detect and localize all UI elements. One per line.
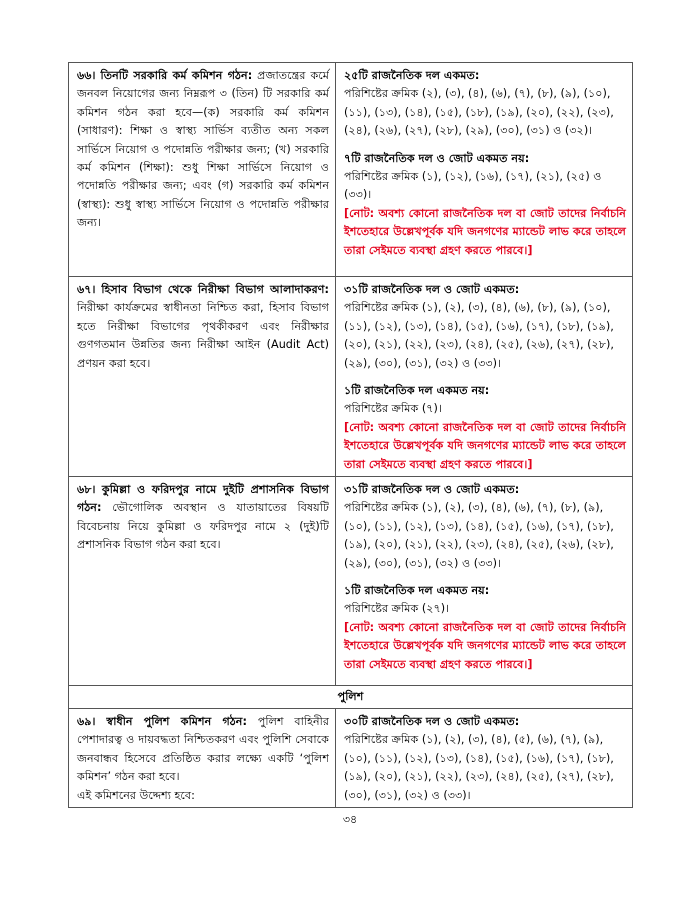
table-row	[69, 63, 632, 277]
proposal-heading: তিনটি সরকারি কর্ম কমিশন গঠন:	[100, 69, 253, 82]
proposal-body: ভৌগোলিক অবস্থান ও যাতায়াতের বিষয়টি বিবেচনায় নিয়ে কুমিল্লা ও ফরিদপুর নামে ২ (দুই)টি প্রশাসনিক বিভাগ গঠন করা হবে।	[77, 501, 329, 552]
opinion-cell	[336, 709, 632, 807]
proposal-cell	[69, 63, 336, 276]
proposal-heading: হিসাব বিভাগ থেকে নিরীক্ষা বিভাগ আলাদাকরণ:	[101, 283, 329, 296]
section-title: পুলিশ	[337, 690, 364, 703]
disagree-heading: ১টি রাজনৈতিক দল একমত নয়:	[344, 384, 490, 398]
section-header-row	[69, 686, 632, 709]
page-number: ৩৪	[342, 813, 358, 826]
agree-list: পরিশিষ্টের ক্রমিক (১), (২), (৩), (৪), (৫), (৬), (৭), (৯), (১০), (১১), (১২), (১৩), (১৪), (১৫), (১৬), (১৭), (১৮), (১৯), (২০), (২১), (২২), (২৩), (২৪), (২৫), (২৭), (২৮), (৩০), (৩১), (৩২) ও (৩৩)।	[344, 733, 614, 802]
agree-heading: ৩০টি রাজনৈতিক দল ও জোট একমত:	[344, 715, 520, 728]
note-text: [নোট: অবশ্য কোনো রাজনৈতিক দল বা জোট তাদের নির্বাচনি ইশতেহারে উল্লেখপূর্বক যদি জনগণের ম্যান্ডেট লাভ করে তাহলে তারা সেইমতে ব্যবস্থা গ্রহণ করতে পারবে।]	[344, 420, 626, 471]
agree-heading: ২৫টি রাজনৈতিক দল একমত:	[344, 69, 480, 82]
disagree-list: পরিশিষ্টের ক্রমিক (২৭)।	[344, 602, 450, 616]
proposal-number: ৬৬।	[77, 69, 96, 82]
proposal-extra: এই কমিশনের উদ্দেশ্য হবে:	[77, 788, 195, 802]
note-text: [নোট: অবশ্য কোনো রাজনৈতিক দল বা জোট তাদের নির্বাচনি ইশতেহারে উল্লেখপূর্বক যদি জনগণের ম্যান্ডেট লাভ করে তাহলে তারা সেইমতে ব্যবস্থা গ্রহণ করতে পারবে।]	[344, 620, 626, 671]
table-row	[69, 477, 632, 686]
proposal-cell	[69, 277, 336, 476]
proposal-text	[77, 281, 329, 373]
disagree-list: পরিশিষ্টের ক্রমিক (৭)।	[344, 402, 442, 416]
agree-heading: ৩১টি রাজনৈতিক দল ও জোট একমত:	[344, 283, 520, 296]
proposal-cell	[69, 477, 336, 685]
agree-list: পরিশিষ্টের ক্রমিক (১), (২), (৩), (৪), (৬), (৭), (৮), (৯), (১০), (১১), (১২), (১৩), (১৪), (১৫), (১৬), (১৭), (১৮), (১৯), (২০), (২১), (২২), (২৩), (২৪), (২৫), (২৬), (২৮), (২৯), (৩০), (৩১), (৩২) ও (৩৩)।	[344, 501, 614, 570]
proposal-text	[77, 481, 329, 555]
opinion-cell	[336, 277, 632, 476]
disagree-heading: ১টি রাজনৈতিক দল একমত নয়:	[344, 584, 490, 598]
proposal-number: ৬৮।	[77, 483, 96, 496]
proposal-heading: স্বাধীন পুলিশ কমিশন গঠন:	[106, 715, 247, 728]
proposal-number: ৬৭।	[77, 283, 96, 296]
note-text: [নোট: অবশ্য কোনো রাজনৈতিক দল বা জোট তাদের নির্বাচনি ইশতেহারে উল্লেখপূর্বক যদি জনগণের ম্যান্ডেট লাভ করে তাহলে তারা সেইমতে ব্যবস্থা গ্রহণ করতে পারবে।]	[344, 206, 626, 257]
proposal-heading: কুমিল্লা ও ফরিদপুর নামে দুইটি প্রশাসনিক বিভাগ গঠন:	[77, 483, 329, 515]
agree-heading: ৩১টি রাজনৈতিক দল ও জোট একমত:	[344, 483, 520, 496]
proposal-number: ৬৯।	[77, 715, 96, 728]
agree-list: পরিশিষ্টের ক্রমিক (২), (৩), (৪), (৬), (৭), (৮), (৯), (১০), (১১), (১৩), (১৪), (১৫), (১৮), (১৯), (২০), (২২), (২৩), (২৪), (২৬), (২৭), (২৮), (২৯), (৩০), (৩১) ও (৩২)।	[344, 87, 614, 138]
proposal-body: নিরীক্ষা কার্যক্রমের স্বাধীনতা নিশ্চিত করা, হিসাব বিভাগ হতে নিরীক্ষা বিভাগের পৃথকীকরণ এবং নিরীক্ষার গুণগতমান উন্নতির জন্য নিরীক্ষা আইন (Audit Act) প্রণয়ন করা হবে।	[77, 301, 329, 370]
proposal-body: পুলিশ বাহিনীর পেশাদারত্ব ও দায়বদ্ধতা নিশ্চিতকরণ এবং পুলিশি সেবাকে জনবান্ধব হিসেবে প্রতিষ্ঠিত করার লক্ষ্যে একটি ‘পুলিশ কমিশন’ গঠন করা হবে।	[77, 715, 329, 784]
agree-list: পরিশিষ্টের ক্রমিক (১), (২), (৩), (৪), (৬), (৮), (৯), (১০), (১১), (১২), (১৩), (১৪), (১৫), (১৬), (১৭), (১৮), (১৯), (২০), (২১), (২২), (২৩), (২৪), (২৫), (২৬), (২৭), (২৮), (২৯), (৩০), (৩১), (৩২) ও (৩৩)।	[344, 301, 614, 370]
proposal-text	[77, 67, 329, 233]
proposal-cell	[69, 709, 336, 807]
table-row	[69, 709, 632, 807]
opinion-cell	[336, 477, 632, 685]
disagree-heading: ৭টি রাজনৈতিক দল ও জোট একমত নয়:	[344, 151, 530, 165]
opinion-cell	[336, 63, 632, 276]
disagree-list: পরিশিষ্টের ক্রমিক (১), (১২), (১৬), (১৭), (২১), (২৫) ও (৩৩)।	[344, 170, 602, 202]
proposal-text	[77, 713, 329, 787]
decision-table	[68, 62, 633, 808]
proposal-body: প্রজাতন্ত্রের কর্মে জনবল নিয়োগের জন্য নিম্নরূপ ৩ (তিন) টি সরকারি কর্ম কমিশন গঠন করা হবে—(ক) সরকারি কর্ম কমিশন (সাধারণ): শিক্ষা ও স্বাস্থ্য সার্ভিস ব্যতীত অন্য সকল সার্ভিসে নিয়োগ ও পদোন্নতি পরীক্ষার জন্য; (খ) সরকারি কর্ম কমিশন (শিক্ষা): শুধু শিক্ষা সার্ভিসে নিয়োগ ও পদোন্নতি পরীক্ষার জন্য; এবং (গ) সরকারি কর্ম কমিশন (স্বাস্থ্য): শুধু স্বাস্থ্য সার্ভিসে নিয়োগ ও পদোন্নতি পরীক্ষার জন্য।	[77, 69, 329, 230]
table-row	[69, 277, 632, 477]
